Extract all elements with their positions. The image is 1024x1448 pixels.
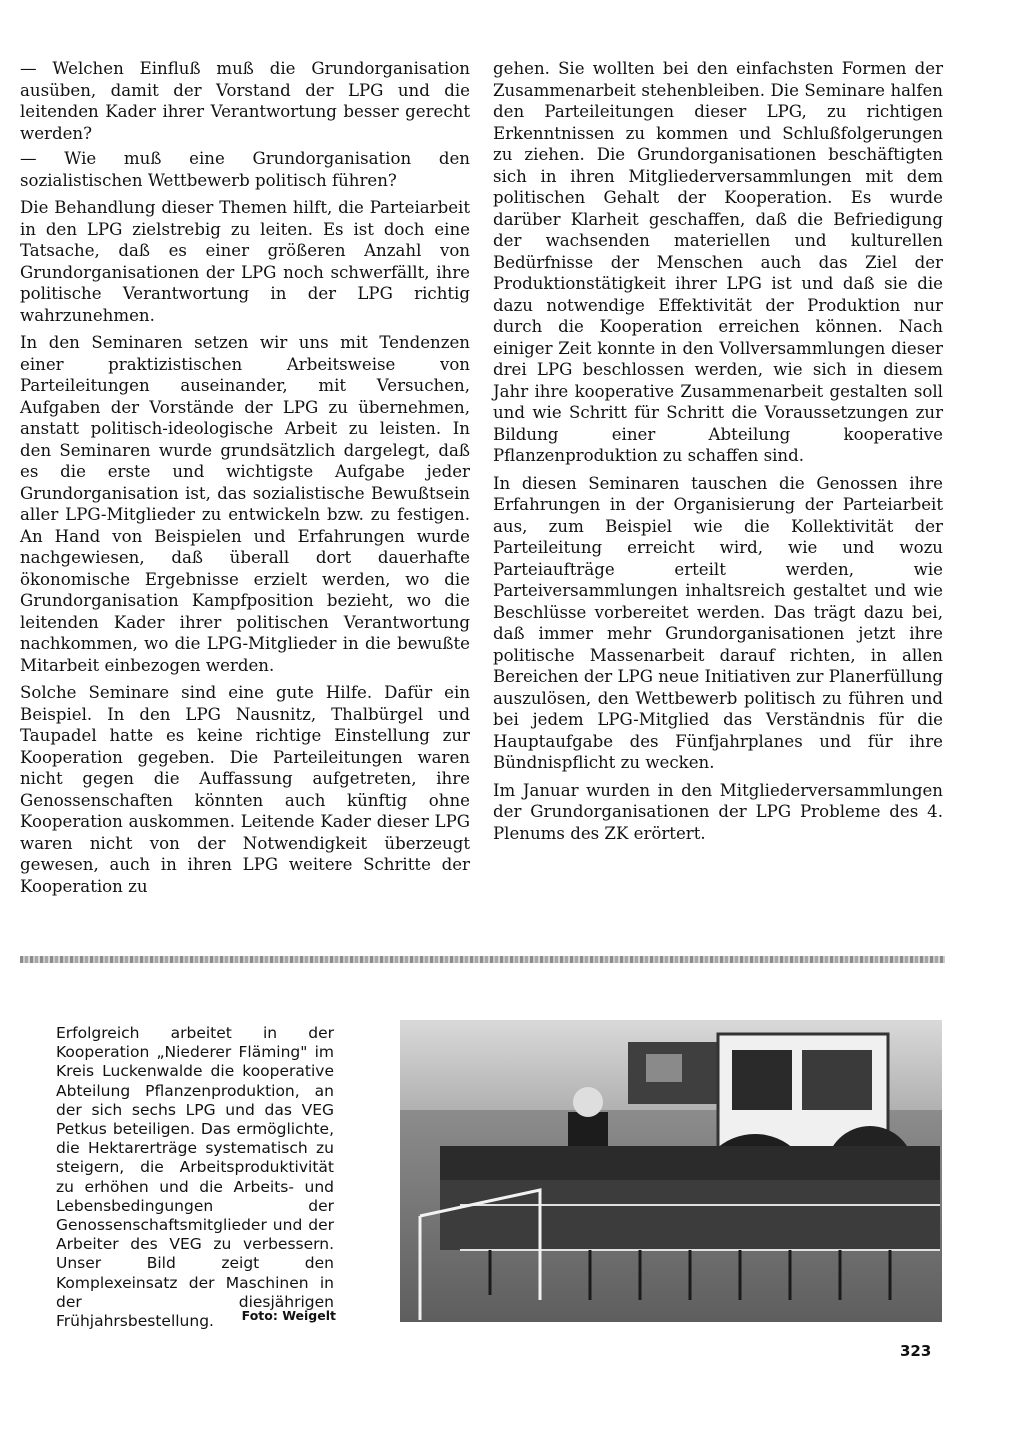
section-divider xyxy=(20,956,945,963)
body-paragraph: In diesen Seminaren tauschen die Genossen ihre Erfahrungen in der Organisierung der Parteiarbeit aus, zum Beispiel wie die Kollektivität der Parteileitung erreicht wird, wie und wozu Parteiaufträge erteilt werden, wie Parteiversammlungen inhaltsreich gestaltet und wie Beschlüsse vorbereitet werden. Das trägt dazu bei, daß immer mehr Grundorganisationen jetzt ihre politische Massenarbeit darauf richten, in allen Bereichen der LPG neue Initiativen zur Planerfüllung auszulösen, den Wettbewerb politisch zu führen und bei jedem LPG-Mitglied das Verständnis für die Hauptaufgabe des Fünfjahrplanes und für ihre Bündnispflicht zu wecken. xyxy=(493,473,943,772)
body-paragraph: Im Januar wurden in den Mitgliederversammlungen der Grundorganisationen der LPG Probleme des 4. Plenums des ZK erörtert. xyxy=(493,780,943,843)
article-column-left xyxy=(20,58,470,901)
body-paragraph: Solche Seminare sind eine gute Hilfe. Dafür ein Beispiel. In den LPG Nausnitz, Thalbürgel und Taupadel hatte es keine richtige Einstellung zur Kooperation gegeben. Die Parteileitungen waren nicht gegen die Auffassung aufgetreten, ihre Genossenschaften könnten auch künftig ohne Kooperation auskommen. Leitende Kader dieser LPG waren nicht von der Notwendigkeit überzeugt gewesen, auch in ihren LPG weitere Schritte der Kooperation zu xyxy=(20,683,470,896)
page-number: 323 xyxy=(900,1342,932,1360)
body-paragraph: gehen. Sie wollten bei den einfachsten Formen der Zusammenarbeit stehenbleiben. Die Seminare halfen den Parteileitungen dieser LPG, zu richtigen Erkenntnissen zu kommen und Schlußfolgerungen zu ziehen. Die Grundorganisationen beschäftigten sich in ihren Mitgliederversammlungen mit dem politischen Gehalt der Kooperation. Es wurde darüber Klarheit geschaffen, daß die Befriedigung der wachsenden materiellen und kulturellen Bedürfnisse der Menschen auch das Ziel der Produktionstätigkeit ihrer LPG ist und daß sie die dazu notwendige Effektivität der Produktion nur durch die Kooperation erreichen können. Nach einiger Zeit konnte in den Vollversammlungen dieser drei LPG beschlossen werden, wie sich in diesem Jahr ihre kooperative Zusammenarbeit gestalten soll und wie Schritt für Schritt die Voraussetzungen zur Bildung einer Abteilung kooperative Pflanzenproduktion zu schaffen sind. xyxy=(493,59,943,465)
question-paragraph-2: — Wie muß eine Grundorganisation den sozialistischen Wettbewerb politisch führen? xyxy=(20,149,470,190)
photo-caption: Erfolgreich arbeitet in der Kooperation „Niederer Fläming" im Kreis Luckenwalde die kooperative Abteilung Pflanzenproduktion, an der sich sechs LPG und das VEG Petkus beteiligen. Das ermöglichte, die Hektarerträge systematisch zu steigern, die Arbeitsproduktivität zu erhöhen und die Arbeits- und Lebensbedingungen der Genossenschaftsmitglieder und der Arbeiter des VEG zu verbessern. Unser Bild zeigt den Komplexeinsatz der Maschinen in der diesjährigen Frühjahrsbestellung. xyxy=(56,1024,334,1331)
article-column-right xyxy=(493,58,943,848)
photo-credit: Foto: Weigelt xyxy=(241,1308,336,1323)
question-paragraph-1: — Welchen Einfluß muß die Grundorganisation ausüben, damit der Vorstand der LPG und die leitenden Kader ihrer Verantwortung besser gerecht werden? xyxy=(20,59,470,143)
photo-image xyxy=(400,1020,942,1322)
photo-tractor-seed-drill xyxy=(400,1020,942,1322)
body-paragraph: Die Behandlung dieser Themen hilft, die Parteiarbeit in den LPG zielstrebig zu leiten. Es ist doch eine Tatsache, daß es einer größeren Anzahl von Grundorganisationen der LPG noch schwerfällt, ihre politische Verantwortung in der LPG richtig wahrzunehmen. xyxy=(20,198,470,325)
body-paragraph: In den Seminaren setzen wir uns mit Tendenzen einer praktizistischen Arbeitsweise von Parteileitungen auseinander, mit Versuchen, Aufgaben der Vorstände der LPG zu übernehmen, anstatt politisch-ideologische Arbeit zu leisten. In den Seminaren wurde grundsätzlich dargelegt, daß es die erste und wichtigste Aufgabe jeder Grundorganisation ist, das sozialistische Bewußtsein aller LPG-Mitglieder zu entwickeln bzw. zu festigen. An Hand von Beispielen und Erfahrungen wurde nachgewiesen, daß überall dort dauerhafte ökonomische Ergebnisse erzielt werden, wo die Grundorganisation Kampfposition bezieht, wo die leitenden Kader ihrer politischen Verantwortung nachkommen, wo die LPG-Mitglieder in die bewußte Mitarbeit einbezogen werden. xyxy=(20,333,470,675)
